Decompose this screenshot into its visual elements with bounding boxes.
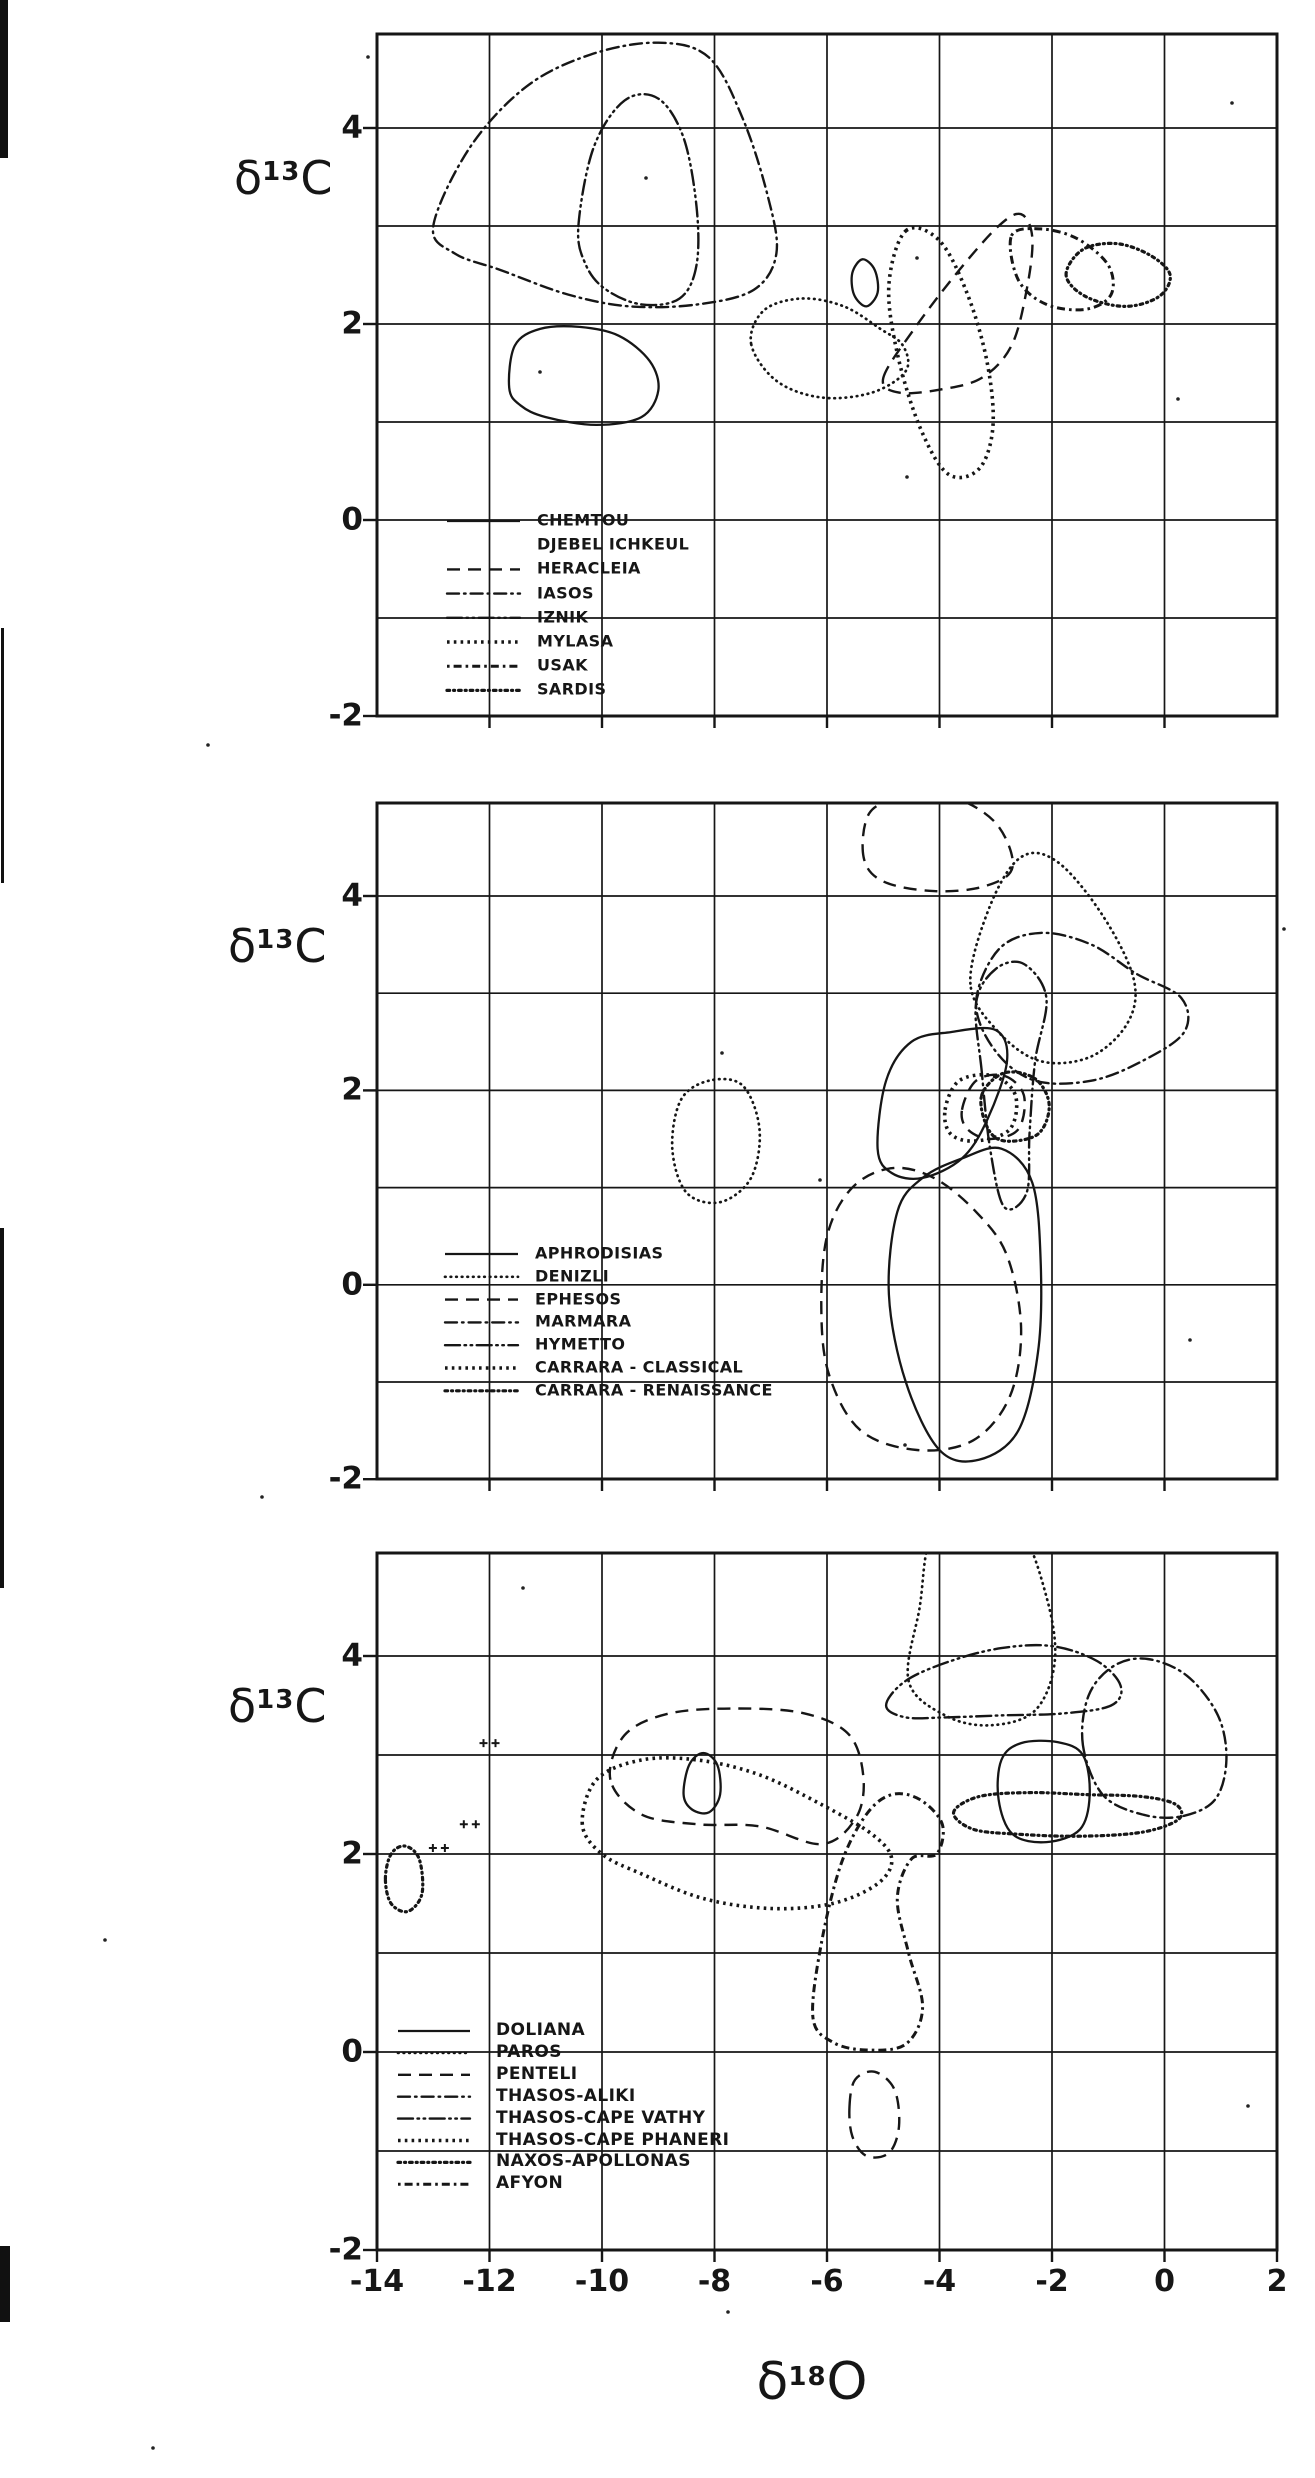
legend-label: SARDIS bbox=[537, 680, 607, 700]
legend-label: HERACLEIA bbox=[537, 559, 641, 579]
scan-speck bbox=[151, 2446, 155, 2450]
field-iznik bbox=[578, 94, 698, 305]
field-aphrodisias bbox=[877, 1028, 1007, 1179]
y-tick-label: 4 bbox=[341, 877, 363, 914]
legend-label: THASOS-ALIKI bbox=[496, 2085, 636, 2106]
legend-label: DENIZLI bbox=[535, 1266, 610, 1286]
field-penteli bbox=[849, 2071, 899, 2157]
x-tick-label: -4 bbox=[922, 2264, 957, 2299]
scan-speck bbox=[103, 1938, 107, 1942]
legend-label: DOLIANA bbox=[496, 2020, 586, 2041]
field-mylasa bbox=[889, 228, 994, 478]
y-axis-label-panel-2: $\delta^{13}C$ bbox=[228, 919, 327, 973]
stray-plus-mark bbox=[492, 1739, 500, 1747]
field-chemtou bbox=[852, 259, 878, 306]
scan-artifact bbox=[0, 0, 8, 158]
y-tick-label: 0 bbox=[341, 501, 363, 538]
scan-speck bbox=[1246, 2104, 1250, 2108]
legend-label: PAROS bbox=[496, 2042, 562, 2063]
scan-speck bbox=[366, 55, 370, 59]
field-thasos-aliki bbox=[1082, 1658, 1226, 1817]
stray-plus-mark bbox=[429, 1844, 437, 1852]
y-tick-label: 2 bbox=[341, 1071, 363, 1108]
x-axis-label: $\delta^{18}O$ bbox=[756, 2352, 868, 2412]
x-tick-label: -12 bbox=[462, 2264, 517, 2299]
scan-speck bbox=[260, 1495, 264, 1499]
legend-label: MYLASA bbox=[537, 631, 614, 651]
stray-plus-mark bbox=[480, 1739, 488, 1747]
legend-label: AFYON bbox=[496, 2173, 564, 2194]
y-tick-label: 0 bbox=[341, 2033, 363, 2070]
scan-artifact bbox=[1, 628, 4, 883]
legend-label: EPHESOS bbox=[535, 1289, 622, 1309]
y-tick-label: 2 bbox=[341, 1835, 363, 1872]
panel-1 bbox=[363, 34, 1277, 728]
field-contours bbox=[672, 795, 1188, 1462]
x-tick-label: -2 bbox=[1035, 2264, 1069, 2299]
field-paros bbox=[908, 1512, 1056, 1725]
legend-label: IZNIK bbox=[537, 607, 589, 627]
scan-speck bbox=[915, 256, 919, 260]
field-denizli bbox=[672, 1079, 760, 1203]
x-tick-label: -10 bbox=[574, 2264, 630, 2299]
scan-speck bbox=[720, 1051, 724, 1055]
scan-speck bbox=[726, 2310, 730, 2314]
y-tick-label: -2 bbox=[328, 2231, 363, 2268]
scan-speck bbox=[818, 1178, 822, 1182]
x-tick-label: 0 bbox=[1154, 2264, 1175, 2299]
field-sardis bbox=[1066, 243, 1170, 306]
field-ephesos bbox=[821, 1168, 1021, 1451]
y-tick-label: 0 bbox=[341, 1266, 363, 1303]
field-djebel-ichkeul bbox=[751, 298, 909, 398]
legend-label: THASOS-CAPE PHANERI bbox=[496, 2129, 730, 2150]
stray-plus-mark bbox=[441, 1844, 449, 1852]
field-penteli bbox=[610, 1709, 864, 1845]
scan-artifact bbox=[0, 2246, 10, 2322]
scan-speck bbox=[905, 475, 909, 479]
x-tick-label: 2 bbox=[1266, 2264, 1288, 2299]
field-contours bbox=[433, 43, 1170, 478]
y-tick-label: -2 bbox=[328, 697, 363, 734]
y-tick-label: 4 bbox=[341, 1637, 363, 1674]
scan-speck bbox=[1188, 1338, 1192, 1342]
legend-label: CARRARA - RENAISSANCE bbox=[535, 1380, 773, 1400]
stray-plus-mark bbox=[472, 1820, 480, 1828]
y-tick-label: -2 bbox=[328, 1460, 363, 1497]
scan-artifact bbox=[0, 1228, 4, 1588]
legend-label: MARMARA bbox=[535, 1312, 632, 1332]
y-axis-label-panel-1: $\delta^{13}C$ bbox=[234, 151, 333, 205]
legend-label: PENTELI bbox=[496, 2063, 578, 2084]
field-iasos bbox=[433, 43, 777, 308]
legend-label: IASOS bbox=[537, 583, 594, 603]
legend-label: THASOS-CAPE VATHY bbox=[496, 2107, 706, 2128]
legend-label: APHRODISIAS bbox=[535, 1243, 664, 1263]
y-tick-label: 4 bbox=[341, 109, 363, 146]
legend-label: USAK bbox=[537, 655, 588, 675]
scan-speck bbox=[521, 1586, 525, 1590]
field-naxos-apollonas bbox=[385, 1846, 422, 1912]
scan-speck bbox=[206, 743, 210, 747]
scan-speck bbox=[1176, 397, 1180, 401]
field-denizli bbox=[970, 853, 1135, 1063]
stray-plus-mark bbox=[460, 1820, 468, 1828]
y-tick-label: 2 bbox=[341, 305, 363, 342]
field-chemtou bbox=[509, 326, 659, 425]
scan-speck bbox=[644, 176, 648, 180]
field-afyon bbox=[813, 1794, 944, 2051]
x-tick-label: -6 bbox=[810, 2264, 844, 2299]
scan-speck bbox=[903, 1443, 907, 1447]
scan-speck bbox=[538, 370, 542, 374]
x-tick-label: -8 bbox=[697, 2264, 732, 2299]
scan-speck bbox=[1282, 927, 1286, 931]
panel-2 bbox=[363, 795, 1277, 1491]
x-tick-label: -14 bbox=[349, 2264, 405, 2299]
legend-label: CARRARA - CLASSICAL bbox=[535, 1357, 744, 1377]
legend-label: CHEMTOU bbox=[537, 510, 630, 530]
scan-speck bbox=[1230, 101, 1234, 105]
legend-label: DJEBEL ICHKEUL bbox=[537, 534, 690, 554]
field-naxos-apollonas bbox=[954, 1793, 1182, 1837]
legend-label: HYMETTO bbox=[535, 1334, 626, 1354]
legend-label: NAXOS-APOLLONAS bbox=[496, 2151, 691, 2172]
y-axis-label-panel-3: $\delta^{13}C$ bbox=[228, 1679, 327, 1733]
field-ephesos bbox=[863, 795, 1013, 891]
